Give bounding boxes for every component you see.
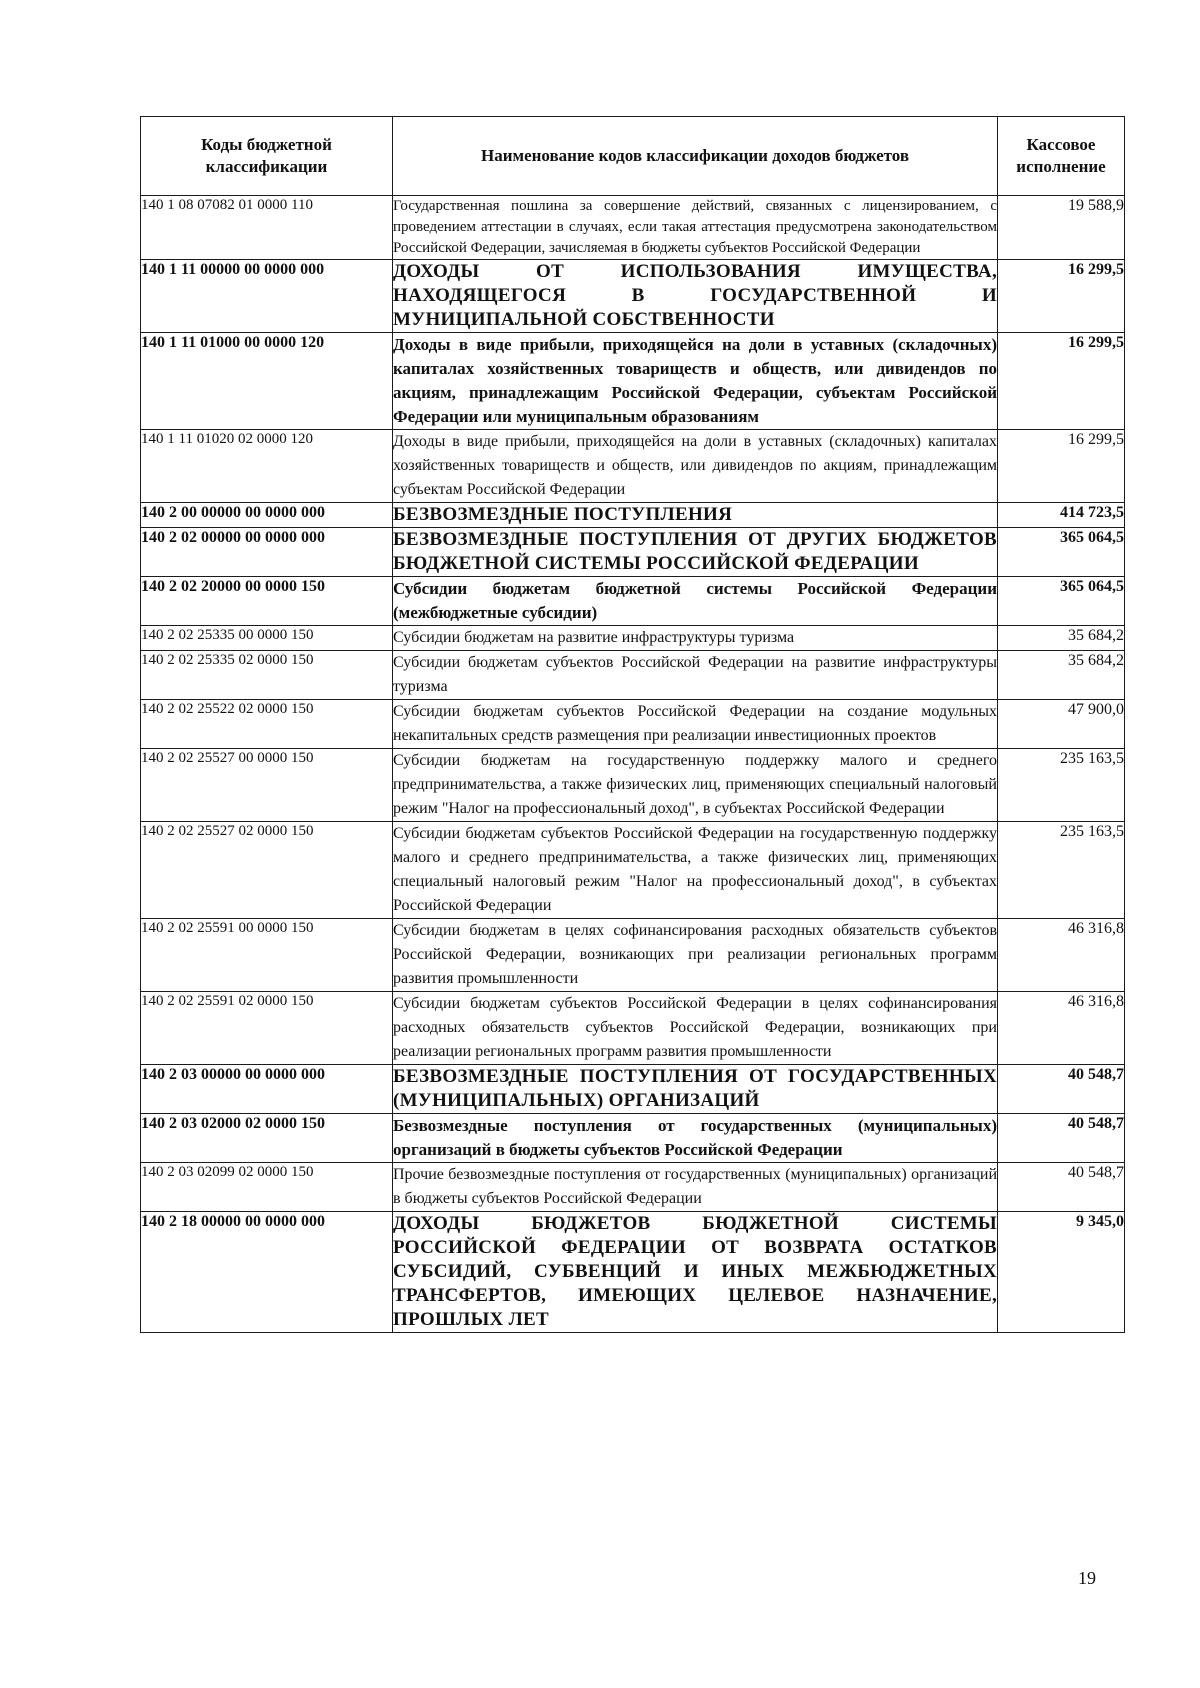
page-number: 19	[1078, 1568, 1096, 1588]
row-name: Доходы в виде прибыли, приходящейся на доли в уставных (складочных) капиталах хозяйственных товариществ и обществ, или дивидендов по акциям, принадлежащим субъектам Российской Федерации	[393, 430, 998, 503]
row-amount: 235 163,5	[998, 749, 1125, 822]
row-code: 140 2 03 02099 02 0000 150	[141, 1163, 393, 1212]
row-name: ДОХОДЫ БЮДЖЕТОВ БЮДЖЕТНОЙ СИСТЕМЫ РОССИЙСКОЙ ФЕДЕРАЦИИ ОТ ВОЗВРАТА ОСТАТКОВ СУБСИДИЙ, СУБВЕНЦИЙ И ИНЫХ МЕЖБЮДЖЕТНЫХ ТРАНСФЕРТОВ, ИМЕЮЩИХ ЦЕЛЕВОЕ НАЗНАЧЕНИЕ, ПРОШЛЫХ ЛЕТ	[393, 1212, 998, 1333]
row-name: Субсидии бюджетам бюджетной системы Российской Федерации (межбюджетные субсидии)	[393, 577, 998, 626]
row-name: Субсидии бюджетам субъектов Российской Федерации на создание модульных некапитальных средств размещения при реализации инвестиционных проектов	[393, 700, 998, 749]
row-amount: 414 723,5	[998, 503, 1125, 528]
row-amount: 40 548,7	[998, 1065, 1125, 1114]
row-name: Субсидии бюджетам в целях софинансирования расходных обязательств субъектов Российской Федерации, возникающих при реализации региональных программ развития промышленности	[393, 919, 998, 992]
row-code: 140 1 08 07082 01 0000 110	[141, 196, 393, 260]
row-code: 140 1 11 00000 00 0000 000	[141, 260, 393, 333]
table-row	[141, 1065, 1125, 1114]
table-body	[141, 196, 1125, 1333]
table-row	[141, 577, 1125, 626]
row-amount: 47 900,0	[998, 700, 1125, 749]
row-name: ДОХОДЫ ОТ ИСПОЛЬЗОВАНИЯ ИМУЩЕСТВА, НАХОДЯЩЕГОСЯ В ГОСУДАРСТВЕННОЙ И МУНИЦИПАЛЬНОЙ СОБСТВЕННОСТИ	[393, 260, 998, 333]
table-row	[141, 260, 1125, 333]
row-amount: 16 299,5	[998, 430, 1125, 503]
row-code: 140 2 02 25522 02 0000 150	[141, 700, 393, 749]
row-code: 140 2 03 02000 02 0000 150	[141, 1114, 393, 1163]
row-name: БЕЗВОЗМЕЗДНЫЕ ПОСТУПЛЕНИЯ ОТ ГОСУДАРСТВЕННЫХ (МУНИЦИПАЛЬНЫХ) ОРГАНИЗАЦИЙ	[393, 1065, 998, 1114]
row-name: Субсидии бюджетам на развитие инфраструктуры туризма	[393, 626, 998, 651]
row-amount: 46 316,8	[998, 919, 1125, 992]
row-code: 140 2 02 00000 00 0000 000	[141, 528, 393, 577]
row-amount: 46 316,8	[998, 992, 1125, 1065]
table-row	[141, 430, 1125, 503]
row-code: 140 2 03 00000 00 0000 000	[141, 1065, 393, 1114]
table-row	[141, 196, 1125, 260]
table-row	[141, 700, 1125, 749]
row-code: 140 2 02 25527 00 0000 150	[141, 749, 393, 822]
row-name: Доходы в виде прибыли, приходящейся на доли в уставных (складочных) капиталах хозяйственных товариществ и обществ, или дивидендов по акциям, принадлежащим Российской Федерации, субъектам Российской Федерации или муниципальным образованиям	[393, 333, 998, 430]
row-name: Субсидии бюджетам субъектов Российской Федерации на развитие инфраструктуры туризма	[393, 651, 998, 700]
row-code: 140 2 02 25335 02 0000 150	[141, 651, 393, 700]
row-code: 140 2 02 20000 00 0000 150	[141, 577, 393, 626]
row-amount: 9 345,0	[998, 1212, 1125, 1333]
table-row	[141, 992, 1125, 1065]
row-name: БЕЗВОЗМЕЗДНЫЕ ПОСТУПЛЕНИЯ ОТ ДРУГИХ БЮДЖЕТОВ БЮДЖЕТНОЙ СИСТЕМЫ РОССИЙСКОЙ ФЕДЕРАЦИИ	[393, 528, 998, 577]
row-name: Субсидии бюджетам субъектов Российской Федерации в целях софинансирования расходных обязательств субъектов Российской Федерации, возникающих при реализации региональных программ развития промышленности	[393, 992, 998, 1065]
table-row	[141, 333, 1125, 430]
row-amount: 365 064,5	[998, 577, 1125, 626]
table-row	[141, 1163, 1125, 1212]
row-code: 140 2 02 25335 00 0000 150	[141, 626, 393, 651]
row-amount: 235 163,5	[998, 822, 1125, 919]
table-header-row	[141, 117, 1125, 196]
header-name: Наименование кодов классификации доходов бюджетов	[393, 117, 998, 196]
table-row	[141, 919, 1125, 992]
table-row	[141, 651, 1125, 700]
header-amount: Кассовое исполнение	[998, 117, 1125, 196]
row-name: Субсидии бюджетам на государственную поддержку малого и среднего предпринимательства, а также физических лиц, применяющих специальный налоговый режим "Налог на профессиональный доход", в субъектах Российской Федерации	[393, 749, 998, 822]
row-amount: 16 299,5	[998, 260, 1125, 333]
row-amount: 35 684,2	[998, 626, 1125, 651]
row-code: 140 2 02 25591 00 0000 150	[141, 919, 393, 992]
row-name: Субсидии бюджетам субъектов Российской Федерации на государственную поддержку малого и среднего предпринимательства, а также физических лиц, применяющих специальный налоговый режим "Налог на профессиональный доход", в субъектах Российской Федерации	[393, 822, 998, 919]
row-code: 140 2 00 00000 00 0000 000	[141, 503, 393, 528]
table-row	[141, 822, 1125, 919]
row-code: 140 2 02 25527 02 0000 150	[141, 822, 393, 919]
row-name: Государственная пошлина за совершение действий, связанных с лицензированием, с проведением аттестации в случаях, если такая аттестация предусмотрена законодательством Российской Федерации, зачисляемая в бюджеты субъектов Российской Федерации	[393, 196, 998, 260]
row-name: БЕЗВОЗМЕЗДНЫЕ ПОСТУПЛЕНИЯ	[393, 503, 998, 528]
table-row	[141, 528, 1125, 577]
row-name: Безвозмездные поступления от государственных (муниципальных) организаций в бюджеты субъектов Российской Федерации	[393, 1114, 998, 1163]
table-row	[141, 1114, 1125, 1163]
table-row	[141, 1212, 1125, 1333]
table-row	[141, 626, 1125, 651]
row-amount: 16 299,5	[998, 333, 1125, 430]
budget-revenue-table	[140, 116, 1125, 1333]
row-amount: 19 588,9	[998, 196, 1125, 260]
row-code: 140 1 11 01020 02 0000 120	[141, 430, 393, 503]
row-amount: 35 684,2	[998, 651, 1125, 700]
row-amount: 40 548,7	[998, 1163, 1125, 1212]
row-name: Прочие безвозмездные поступления от государственных (муниципальных) организаций в бюджеты субъектов Российской Федерации	[393, 1163, 998, 1212]
row-code: 140 2 18 00000 00 0000 000	[141, 1212, 393, 1333]
table-row	[141, 503, 1125, 528]
row-code: 140 1 11 01000 00 0000 120	[141, 333, 393, 430]
row-code: 140 2 02 25591 02 0000 150	[141, 992, 393, 1065]
header-codes: Коды бюджетной классификации	[141, 117, 393, 196]
row-amount: 40 548,7	[998, 1114, 1125, 1163]
row-amount: 365 064,5	[998, 528, 1125, 577]
table-row	[141, 749, 1125, 822]
